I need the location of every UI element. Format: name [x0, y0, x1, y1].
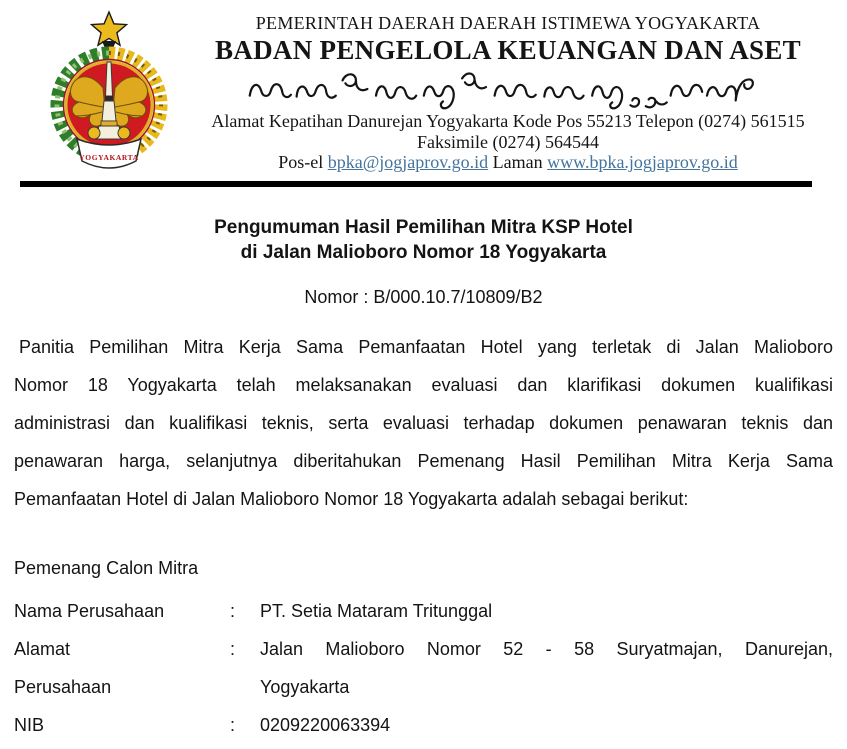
- field-row-nib: [14, 706, 833, 744]
- fax-line: Faksimile (0274) 564544: [417, 131, 599, 152]
- field-value: Jalan Malioboro Nomor 52 - 58 Suryatmajan, Danurejan, Yogyakarta: [260, 638, 833, 697]
- javanese-script-text: [232, 67, 784, 111]
- document-title: [14, 215, 833, 265]
- winner-section-heading: Pemenang Calon Mitra: [14, 557, 199, 578]
- field-separator: :: [230, 600, 236, 621]
- contact-line: [183, 152, 833, 173]
- letterhead: [0, 0, 847, 187]
- winner-fields: [14, 592, 833, 744]
- field-separator: :: [230, 714, 236, 735]
- banner-text: YOGYAKARTA: [79, 153, 139, 162]
- agency-name: BADAN PENGELOLA KEUANGAN DAN ASET: [215, 35, 801, 65]
- document-body: [0, 215, 847, 744]
- field-separator: :: [230, 638, 236, 659]
- paragraph-line: Pemanfaatan Hotel di Jalan Malioboro Nomor 18 Yogyakarta adalah sebagai berikut:: [14, 488, 689, 509]
- field-row-alamat-perusahaan: [14, 630, 833, 706]
- paragraph-line: Nomor 18 Yogyakarta telah melaksanakan evaluasi dan klarifikasi dokumen kualifikasi: [14, 374, 833, 395]
- email-link[interactable]: bpka@jogjaprov.go.id: [327, 152, 489, 172]
- title-line-1: Pengumuman Hasil Pemilihan Mitra KSP Hotel: [214, 216, 633, 238]
- paragraph-line: Panitia Pemilihan Mitra Kerja Sama Pemanfaatan Hotel yang terletak di Jalan Malioboro: [19, 336, 833, 357]
- paragraph-line: administrasi dan kualifikasi teknis, serta evaluasi terhadap dokumen penawaran teknis dan: [14, 412, 833, 433]
- website-link[interactable]: www.bpka.jogjaprov.go.id: [547, 152, 738, 172]
- letterhead-divider-rule: [20, 181, 812, 187]
- star-icon: [92, 12, 127, 45]
- right-chakra-circle: [118, 127, 130, 139]
- letterhead-text: [183, 12, 833, 173]
- paragraph-line: penawaran harga, selanjutnya diberitahukan Pemenang Hasil Pemilihan Mitra Kerja Sama: [14, 450, 833, 471]
- email-label: Pos-el: [278, 152, 324, 172]
- website-label: Laman: [492, 152, 543, 172]
- yogyakarta-coat-of-arms-logo: [38, 8, 180, 178]
- field-value: 0209220063394: [260, 714, 391, 735]
- field-row-nama-perusahaan: [14, 592, 833, 630]
- left-chakra-circle: [88, 127, 100, 139]
- government-name: PEMERINTAH DAERAH DAERAH ISTIMEWA YOGYAKARTA: [255, 13, 761, 33]
- field-value: PT. Setia Mataram Tritunggal: [260, 600, 493, 621]
- address-line: Alamat Kepatihan Danurejan Yogyakarta Kode Pos 55213 Telepon (0274) 561515: [211, 111, 805, 131]
- field-label: Nama Perusahaan: [14, 600, 165, 621]
- field-label: NIB: [14, 714, 45, 735]
- field-label: Alamat Perusahaan: [14, 638, 112, 697]
- title-line-2: di Jalan Malioboro Nomor 18 Yogyakarta: [240, 241, 607, 263]
- document-number: Nomor : B/000.10.7/10809/B2: [304, 286, 543, 307]
- body-paragraph: [14, 328, 833, 518]
